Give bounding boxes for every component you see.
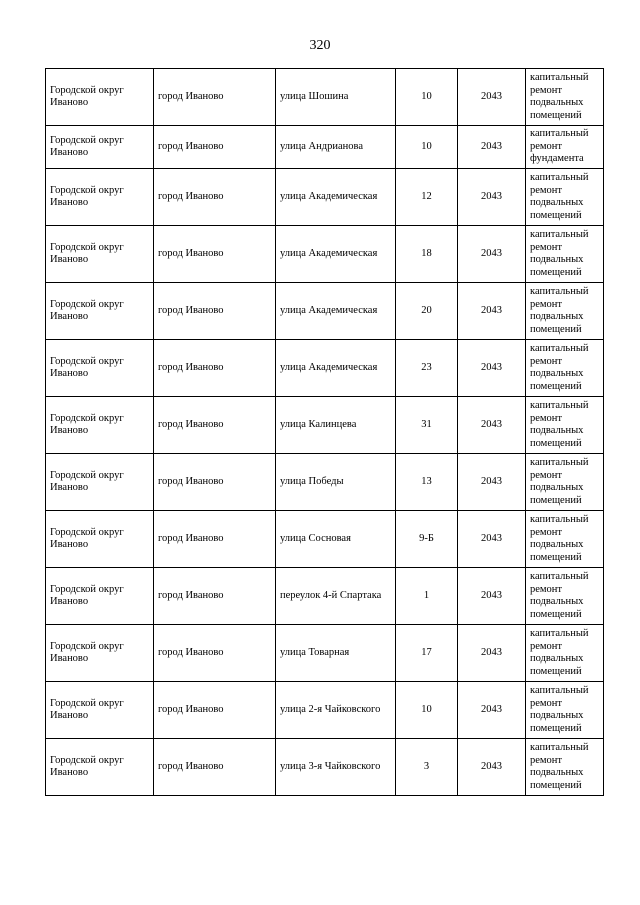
settlement-cell: город Иваново [154,169,276,226]
house-cell: 3 [396,739,458,796]
municipality-cell: Городской округ Иваново [46,568,154,625]
page-number: 320 [309,38,331,53]
house-cell: 23 [396,340,458,397]
year-cell: 2043 [458,283,526,340]
work-type-cell: капитальный ремонт подвальных помещений [526,625,604,682]
table-row [46,454,604,511]
settlement-cell: город Иваново [154,226,276,283]
street-cell: улица Сосновая [276,511,396,568]
table-row [46,69,604,126]
municipality-cell: Городской округ Иваново [46,169,154,226]
year-cell: 2043 [458,226,526,283]
year-cell: 2043 [458,69,526,126]
work-type-cell: капитальный ремонт подвальных помещений [526,511,604,568]
table-row [46,682,604,739]
house-cell: 9-Б [396,511,458,568]
table-row [46,340,604,397]
street-cell: улица 2-я Чайковского [276,682,396,739]
year-cell: 2043 [458,340,526,397]
settlement-cell: город Иваново [154,283,276,340]
table-row [46,568,604,625]
house-cell: 31 [396,397,458,454]
municipality-cell: Городской округ Иваново [46,69,154,126]
house-cell: 10 [396,69,458,126]
work-type-cell: капитальный ремонт подвальных помещений [526,454,604,511]
work-type-cell: капитальный ремонт подвальных помещений [526,397,604,454]
street-cell: улица Андрианова [276,126,396,169]
table-row [46,283,604,340]
year-cell: 2043 [458,454,526,511]
municipality-cell: Городской округ Иваново [46,226,154,283]
house-cell: 17 [396,625,458,682]
settlement-cell: город Иваново [154,340,276,397]
settlement-cell: город Иваново [154,625,276,682]
street-cell: улица Победы [276,454,396,511]
year-cell: 2043 [458,568,526,625]
work-type-cell: капитальный ремонт подвальных помещений [526,283,604,340]
work-type-cell: капитальный ремонт фундамента [526,126,604,169]
municipality-cell: Городской округ Иваново [46,682,154,739]
house-cell: 10 [396,126,458,169]
table-row [46,226,604,283]
street-cell: улица Калинцева [276,397,396,454]
year-cell: 2043 [458,397,526,454]
municipality-cell: Городской округ Иваново [46,126,154,169]
year-cell: 2043 [458,625,526,682]
table-row [46,511,604,568]
settlement-cell: город Иваново [154,739,276,796]
street-cell: переулок 4-й Спартака [276,568,396,625]
house-cell: 13 [396,454,458,511]
street-cell: улица Академическая [276,283,396,340]
street-cell: улица Академическая [276,169,396,226]
table-row [46,126,604,169]
settlement-cell: город Иваново [154,397,276,454]
municipality-cell: Городской округ Иваново [46,340,154,397]
settlement-cell: город Иваново [154,568,276,625]
settlement-cell: город Иваново [154,69,276,126]
settlement-cell: город Иваново [154,682,276,739]
table-row [46,739,604,796]
municipality-cell: Городской округ Иваново [46,283,154,340]
year-cell: 2043 [458,169,526,226]
work-type-cell: капитальный ремонт подвальных помещений [526,340,604,397]
street-cell: улица Шошина [276,69,396,126]
municipality-cell: Городской округ Иваново [46,511,154,568]
capital-repair-table [45,68,604,796]
year-cell: 2043 [458,739,526,796]
work-type-cell: капитальный ремонт подвальных помещений [526,169,604,226]
settlement-cell: город Иваново [154,454,276,511]
house-cell: 18 [396,226,458,283]
work-type-cell: капитальный ремонт подвальных помещений [526,739,604,796]
municipality-cell: Городской округ Иваново [46,625,154,682]
street-cell: улица Академическая [276,340,396,397]
house-cell: 12 [396,169,458,226]
year-cell: 2043 [458,126,526,169]
settlement-cell: город Иваново [154,511,276,568]
table-row [46,169,604,226]
work-type-cell: капитальный ремонт подвальных помещений [526,682,604,739]
municipality-cell: Городской округ Иваново [46,397,154,454]
street-cell: улица 3-я Чайковского [276,739,396,796]
table-row [46,625,604,682]
work-type-cell: капитальный ремонт подвальных помещений [526,69,604,126]
table-row [46,397,604,454]
house-cell: 1 [396,568,458,625]
work-type-cell: капитальный ремонт подвальных помещений [526,568,604,625]
settlement-cell: город Иваново [154,126,276,169]
house-cell: 20 [396,283,458,340]
house-cell: 10 [396,682,458,739]
street-cell: улица Академическая [276,226,396,283]
year-cell: 2043 [458,511,526,568]
municipality-cell: Городской округ Иваново [46,454,154,511]
street-cell: улица Товарная [276,625,396,682]
work-type-cell: капитальный ремонт подвальных помещений [526,226,604,283]
year-cell: 2043 [458,682,526,739]
municipality-cell: Городской округ Иваново [46,739,154,796]
